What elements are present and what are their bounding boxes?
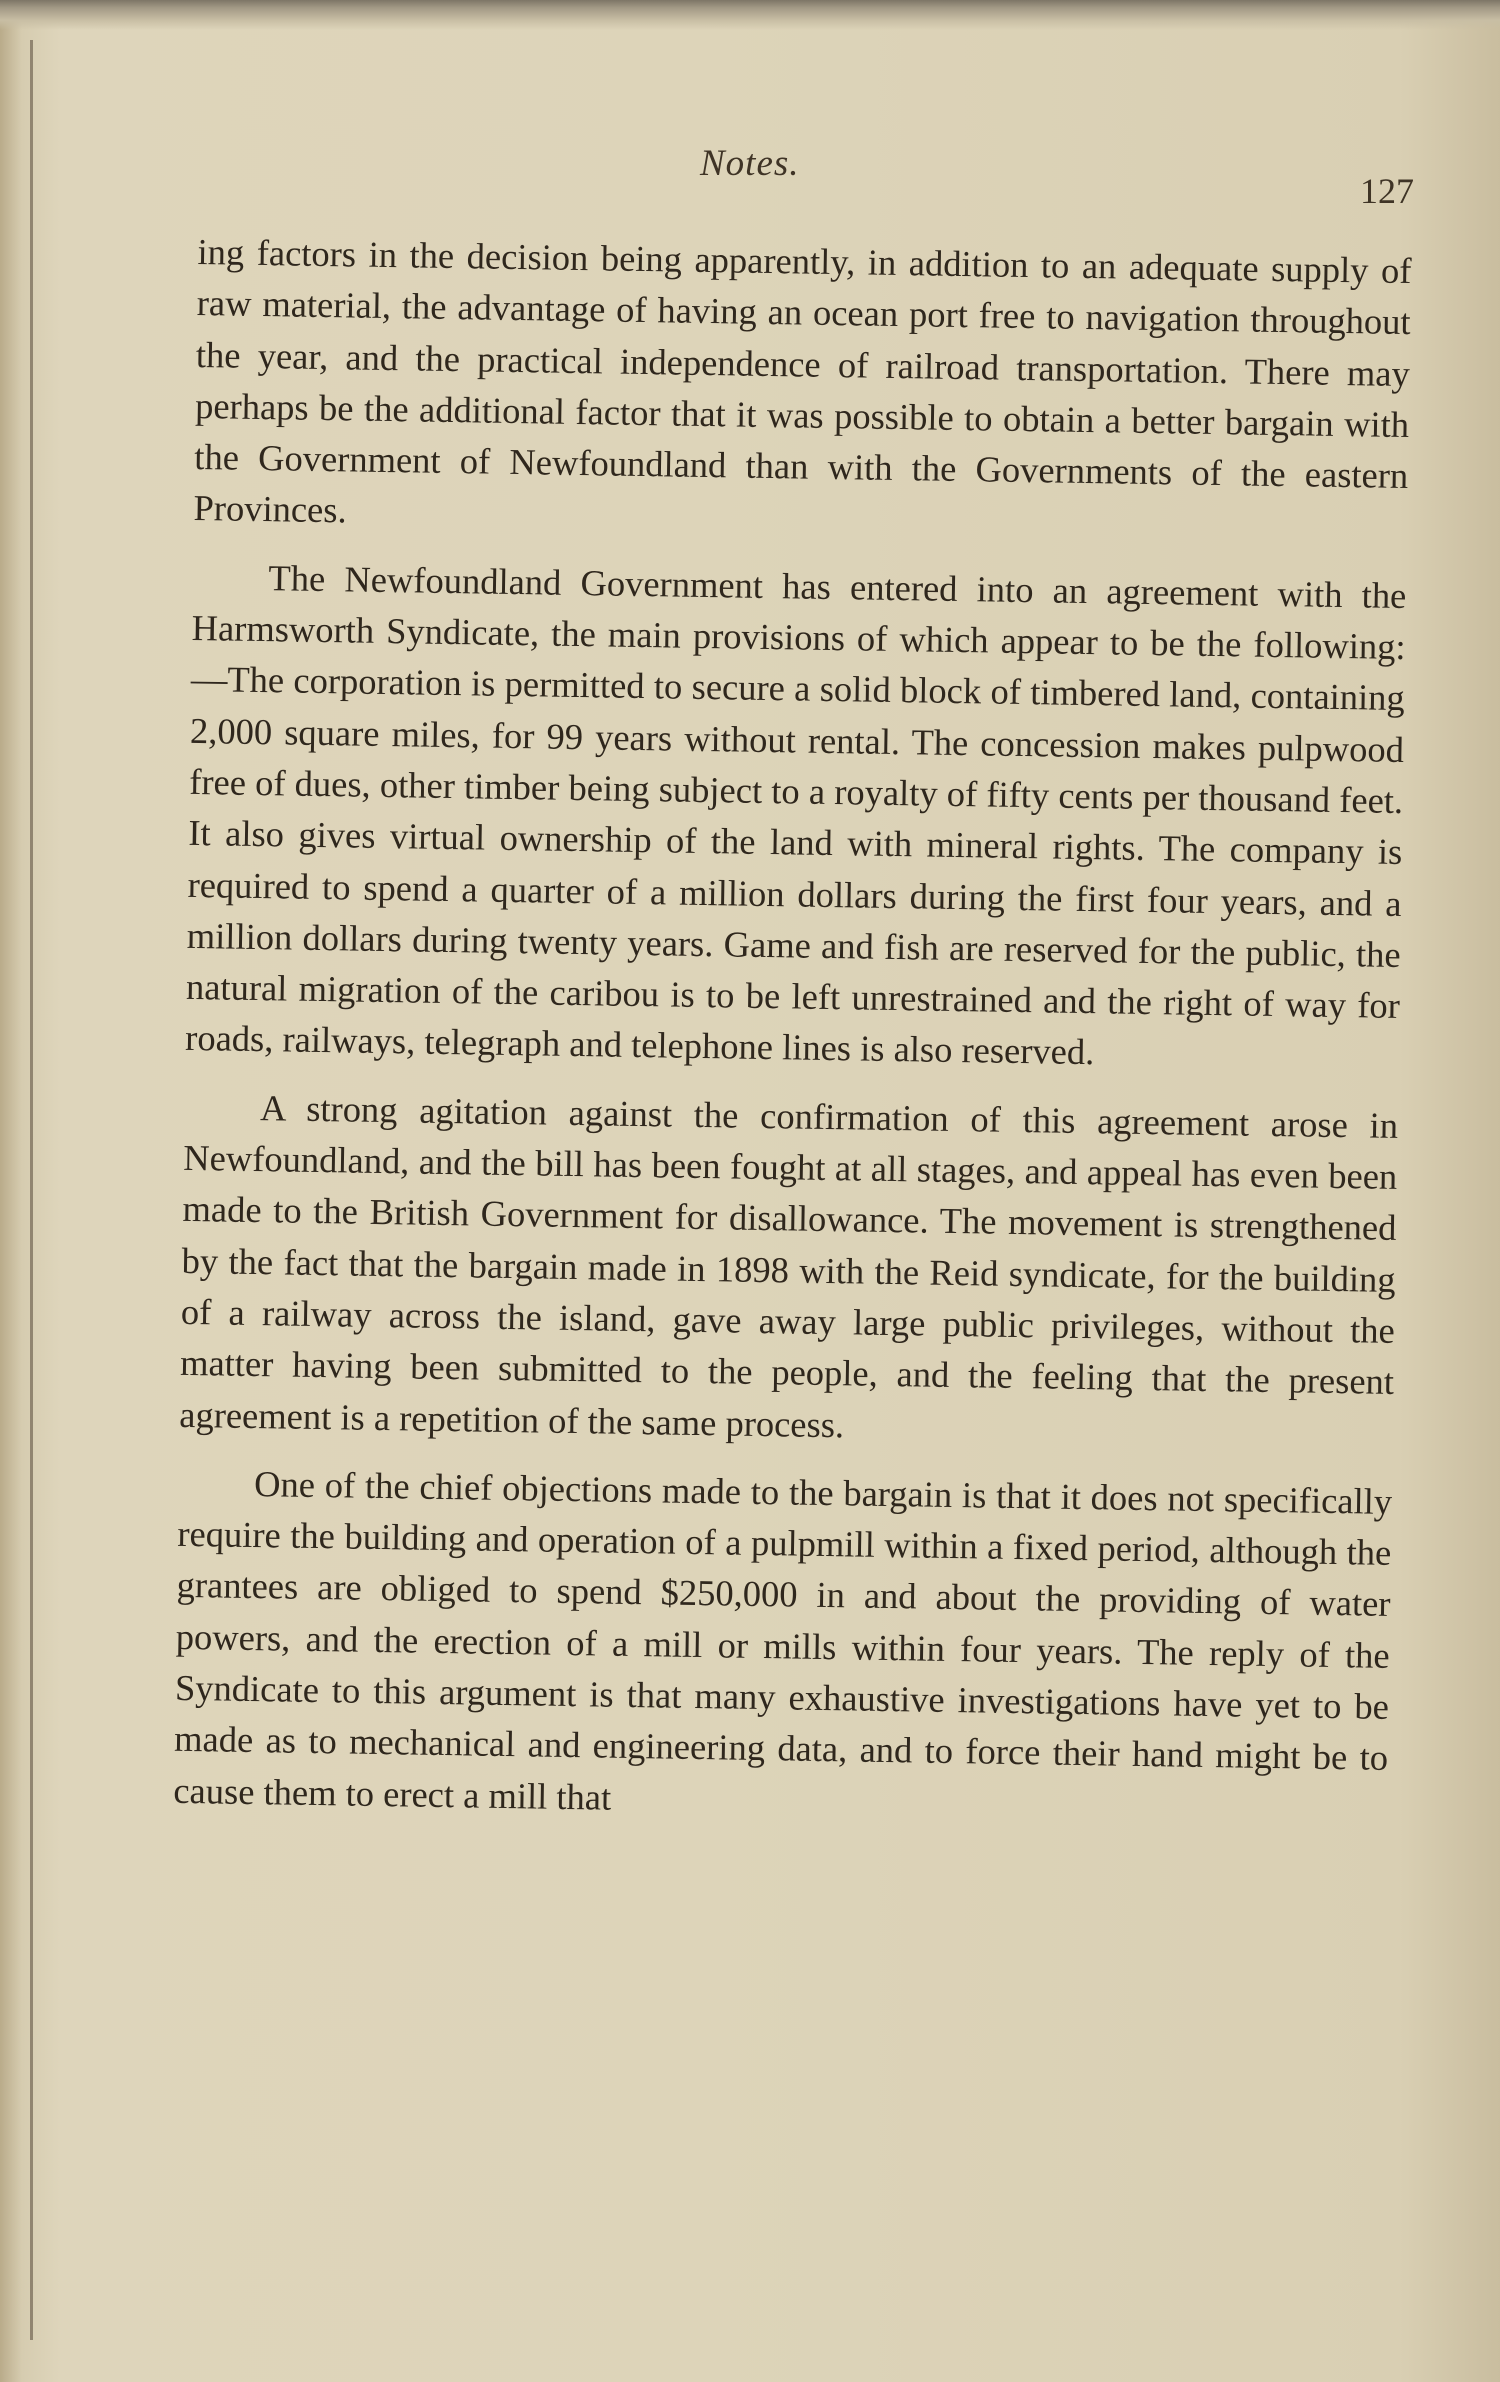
body-text <box>173 226 1412 1852</box>
page-top-edge <box>0 0 1500 30</box>
page-number: 127 <box>1360 171 1414 211</box>
paragraph-1: ing factors in the decision being apparently, in addition to an adequate supply of raw material, the advantage of having an ocean port free to navigation throughout the year, and the practical independence of railroad transportation. There may perhaps be the additional factor that it was possible to obtain a better bargain with the Government of Newfoundland than with the Governments of the eastern Provinces. <box>193 230 1412 531</box>
binding-spine-shadow <box>30 40 33 2340</box>
paragraph-2: The Newfoundland Government has entered into an agreement with the Harmsworth Syndicate, the main provisions of which appear to be the following:—The corporation is permitted to secure a solid block of timbered land, containing 2,000 square miles, for 99 years without rental. The concession makes pulpwood free of dues, other timber being subject to a royalty of fifty cents per thousand feet. It also gives virtual ownership of the land with mineral rights. The company is required to spend a quarter of a million dollars during the first four years, and a million dollars during twenty years. Game and fish are reserved for the public, the natural migration of the caribou is to be left unrestrained and the right of way for roads, railways, telegraph and telephone lines is also reserved. <box>184 556 1407 1073</box>
paragraph-3: A strong agitation against the confirmation of this agreement arose in Newfoundland, and the bill has been fought at all stages, and appeal has even been made to the British Government for disallowance. The movement is strengthened by the fact that the bargain made in 1898 with the Reid syndicate, for the building of a railway across the island, gave away large public privileges, without the matter having been submitted to the people, and the feeling that the present agreement is a repetition of the same process. <box>179 1086 1399 1445</box>
paragraph-4: One of the chief objections made to the bargain is that it does not specifically require the building and operation of a pulpmill within a fixed period, although the grantees are obliged to spend $250,000 in and about the providing of water powers, and the erection of a mill or mills within four years. The reply of the Syndicate to this argument is that many exhaustive investigations have yet to be made as to mechanical and engineering data, and to force their hand might be to cause them to erect a mill that <box>173 1462 1393 1818</box>
running-head: Notes. <box>700 143 800 184</box>
